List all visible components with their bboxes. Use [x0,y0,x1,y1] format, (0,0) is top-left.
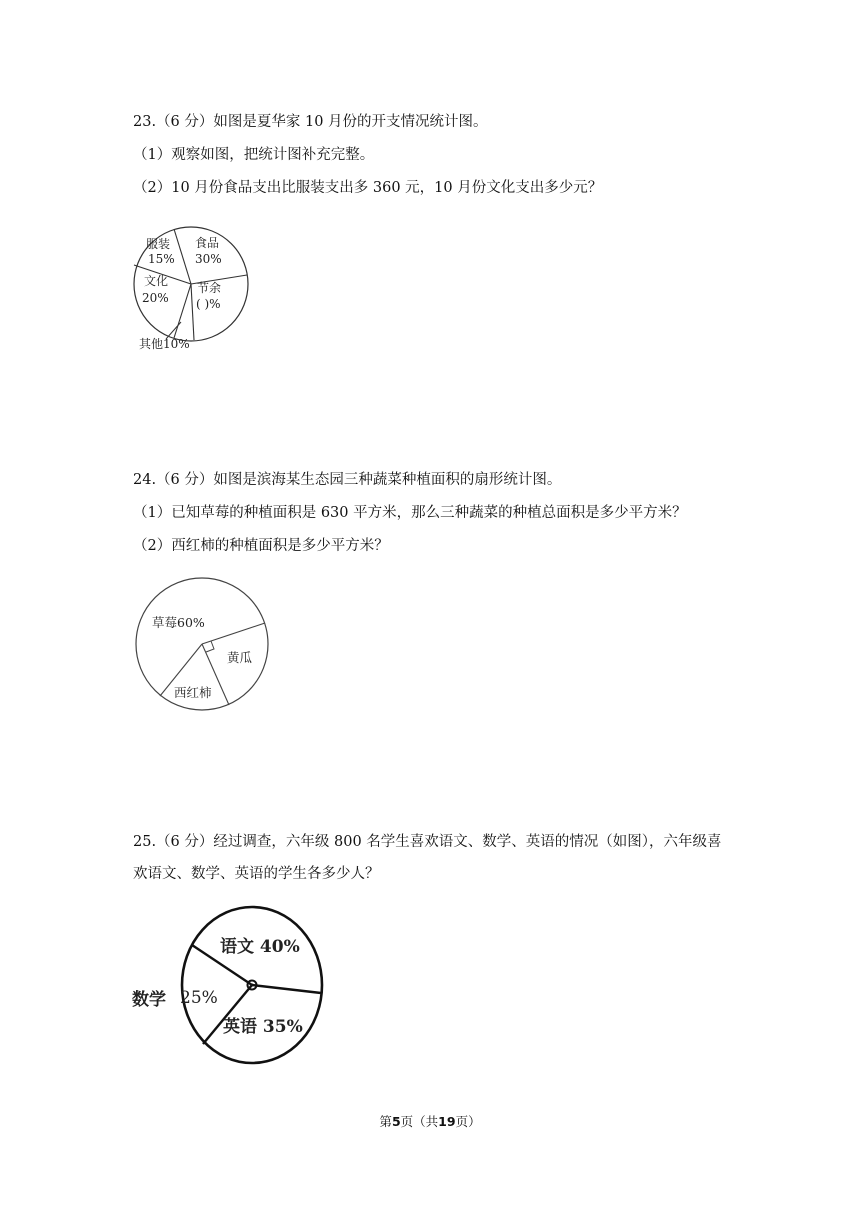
q23-title: 23.（6 分）如图是夏华家 10 月份的开支情况统计图。 [133,114,488,130]
q23-label-food-pct: 30% [195,252,222,266]
footer-prefix: 第 [379,1114,392,1129]
q23-slice-divider [174,229,191,284]
q23-subquestion-2: （2）10 月份食品支出比服装支出多 360 元，10 月份文化支出多少元？ [133,180,603,196]
q23-label-clothing-pct: 15% [148,252,175,266]
q23-label-other: 其他10% [139,337,190,351]
q23-label-culture: 文化 [144,274,169,288]
footer-mid: 页（共 [400,1114,439,1129]
q23-slice-divider [174,284,191,338]
q25-slice-divider [252,985,321,993]
q24-title: 24.（6 分）如图是滨海某生态园三种蔬菜种植面积的扇形统计图。 [133,472,562,488]
q24-pie-chart [130,574,275,714]
footer-page-number: 5 [391,1114,401,1129]
q24-label-cucumber: 黄瓜 [227,650,253,665]
q23-label-culture-pct: 20% [142,291,169,305]
q23-pie-chart [125,215,260,360]
q23-label-food: 食品 [195,236,220,250]
q24-label-tomato: 西红柿 [174,685,212,700]
q25-center-point [251,984,254,987]
footer-total-pages: 19 [438,1114,456,1129]
q25-label-chinese: 语文 40% [220,937,300,957]
q23-subquestion-1: （1）观察如图，把统计图补充完整。 [133,147,375,163]
q25-label-math-pct: 25% [180,988,218,1008]
q23-slice-divider [191,284,194,340]
page-footer [0,1112,860,1130]
q24-subquestion-2: （2）西红柿的种植面积是多少平方米？ [133,538,389,554]
q23-label-clothing: 服装 [146,237,171,251]
q23-label-savings-pct: ( )% [196,297,221,311]
q25-label-english: 英语 35% [223,1017,303,1037]
q24-subquestion-1: （1）已知草莓的种植面积是 630 平方米，那么三种蔬菜的种植总面积是多少平方米？ [133,505,687,521]
q25-pie-chart [125,900,335,1070]
q25-line-2: 欢语文、数学、英语的学生各多少人？ [133,866,380,882]
q25-line-1: 25.（6 分）经过调查，六年级 800 名学生喜欢语文、数学、英语的情况（如图），六年级喜 [133,834,722,850]
q23-label-savings: 节余 [197,281,222,295]
q25-label-math: 数学 [132,990,166,1010]
q24-label-strawberry: 草莓60% [152,615,205,630]
footer-suffix: 页） [455,1114,481,1129]
